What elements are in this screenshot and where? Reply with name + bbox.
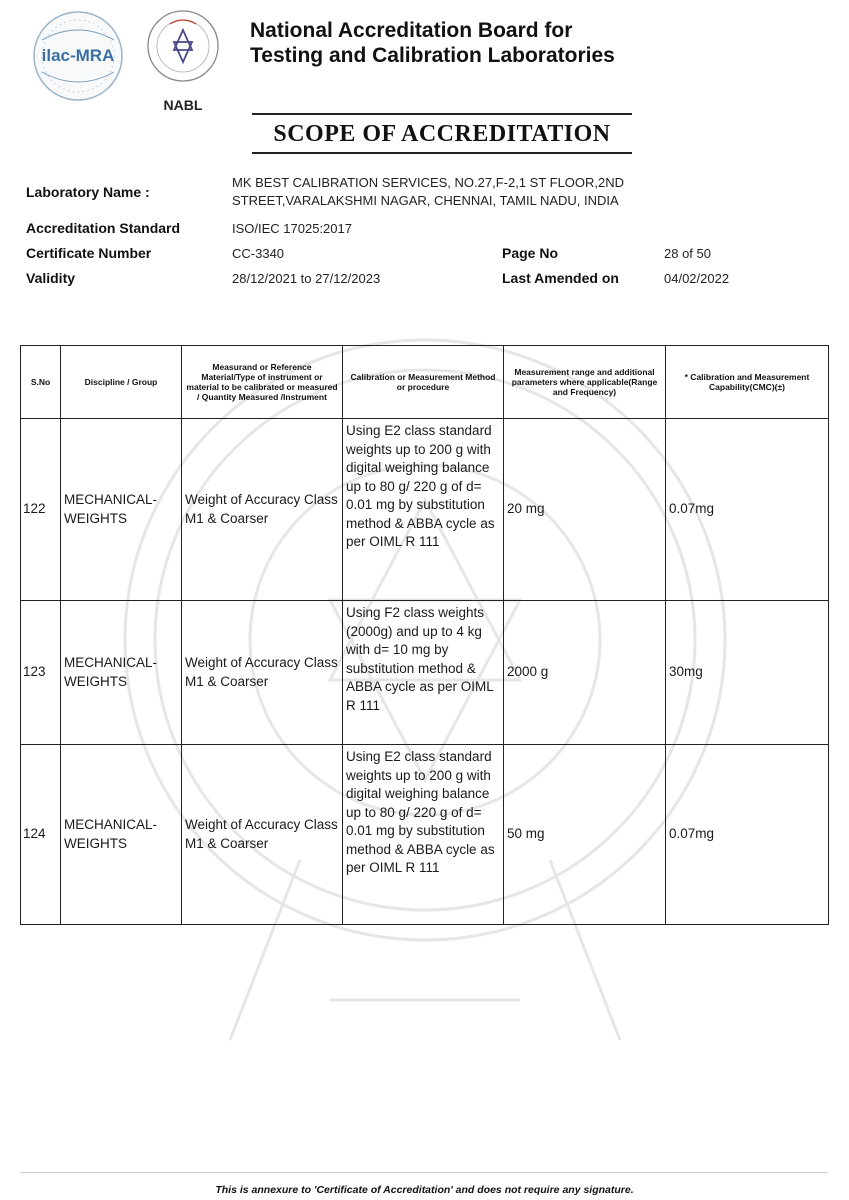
ilac-mra-logo bbox=[28, 10, 128, 106]
standard-label: Accreditation Standard bbox=[26, 220, 181, 236]
lab-name-label: Laboratory Name : bbox=[26, 184, 150, 200]
nabl-logo-text: NABL bbox=[163, 97, 203, 113]
row-cmc: 0.07mg bbox=[666, 419, 829, 601]
org-name-line2: Testing and Calibration Laboratories bbox=[250, 44, 615, 67]
lab-name-value bbox=[232, 174, 732, 210]
org-name-line1: National Accreditation Board for bbox=[250, 19, 573, 42]
row-sno: 122 bbox=[21, 419, 61, 601]
lab-name-line2: STREET,VARALAKSHMI NAGAR, CHENNAI, TAMIL NADU, INDIA bbox=[232, 193, 619, 208]
row-cmc: 0.07mg bbox=[666, 745, 829, 925]
scope-table bbox=[20, 345, 829, 925]
row-range: 50 mg bbox=[504, 745, 666, 925]
standard-value: ISO/IEC 17025:2017 bbox=[232, 221, 352, 236]
row-method: Using F2 class weights (2000g) and up to 4 kg with d= 10 mg by substitution method & ABBA cycle as per OIML R 111 bbox=[343, 601, 504, 745]
row-measurand: Weight of Accuracy Class M1 & Coarser bbox=[182, 601, 343, 745]
header-sno: S.No bbox=[21, 346, 61, 419]
row-method: Using E2 class standard weights up to 200 g with digital weighing balance up to 80 g/ 220 g of d= 0.01 mg by substitution method & ABBA cycle as per OIML R 111 bbox=[343, 419, 504, 601]
nabl-logo bbox=[140, 8, 226, 116]
footer-note: This is annexure to 'Certificate of Accreditation' and does not require any signature. bbox=[215, 1184, 634, 1196]
row-sno: 123 bbox=[21, 601, 61, 745]
certificate-value: CC-3340 bbox=[232, 246, 285, 261]
last-amended-label: Last Amended on bbox=[502, 270, 619, 286]
row-sno: 124 bbox=[21, 745, 61, 925]
row-measurand: Weight of Accuracy Class M1 & Coarser bbox=[182, 419, 343, 601]
header-cmc: * Calibration and Measurement Capability(CMC)(±) bbox=[666, 346, 829, 419]
page-title: SCOPE OF ACCREDITATION bbox=[252, 113, 632, 154]
last-amended-value: 04/02/2022 bbox=[664, 271, 730, 286]
ilac-logo-text: ilac-MRA bbox=[41, 46, 115, 65]
header-measurand: Measurand or Reference Material/Type of instrument or material to be calibrated or measured / Quantity Measured /Instrument bbox=[182, 346, 343, 419]
row-discipline: MECHANICAL- WEIGHTS bbox=[61, 419, 182, 601]
row-method: Using E2 class standard weights up to 200 g with digital weighing balance up to 80 g/ 220 g of d= 0.01 mg by substitution method & ABBA cycle as per OIML R 111 bbox=[343, 745, 504, 925]
validity-value: 28/12/2021 to 27/12/2023 bbox=[232, 271, 381, 286]
table-row bbox=[21, 419, 829, 601]
table-header-row bbox=[21, 346, 829, 419]
page-number-label: Page No bbox=[502, 245, 559, 261]
header-method: Calibration or Measurement Method or procedure bbox=[343, 346, 504, 419]
certificate-label: Certificate Number bbox=[26, 245, 152, 261]
table-row bbox=[21, 745, 829, 925]
row-measurand: Weight of Accuracy Class M1 & Coarser bbox=[182, 745, 343, 925]
row-range: 2000 g bbox=[504, 601, 666, 745]
row-discipline: MECHANICAL- WEIGHTS bbox=[61, 601, 182, 745]
row-discipline: MECHANICAL- WEIGHTS bbox=[61, 745, 182, 925]
organization-name bbox=[250, 18, 750, 68]
lab-name-line1: MK BEST CALIBRATION SERVICES, NO.27,F-2,1 ST FLOOR,2ND bbox=[232, 175, 625, 190]
validity-label: Validity bbox=[26, 270, 76, 286]
header-discipline: Discipline / Group bbox=[61, 346, 182, 419]
header-range: Measurement range and additional parameters where applicable(Range and Frequency) bbox=[504, 346, 666, 419]
page-number-value: 28 of 50 bbox=[664, 246, 711, 261]
table-row bbox=[21, 601, 829, 745]
footer-divider bbox=[20, 1172, 828, 1173]
row-cmc: 30mg bbox=[666, 601, 829, 745]
row-range: 20 mg bbox=[504, 419, 666, 601]
